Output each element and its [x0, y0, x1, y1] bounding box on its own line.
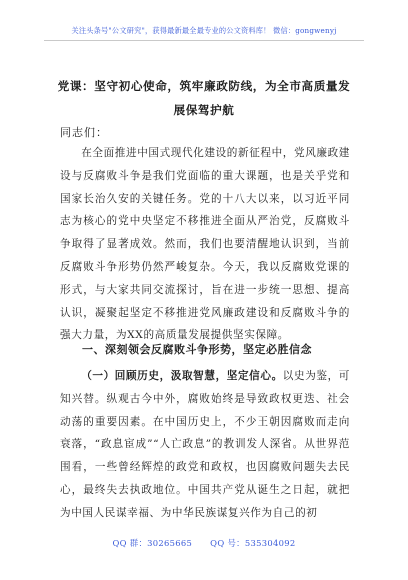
- document-title: 党课：坚守初心使命，筑牢廉政防线，为全市高质量发展保驾护航: [57, 79, 351, 117]
- salutation: 同志们：: [60, 126, 108, 139]
- header-promo-note: 关注头条号"公文研究"，获得最新最全最专业的公文资料库！ 微信：gongwenyj: [71, 26, 337, 35]
- sub-section-paragraph: [60, 365, 350, 525]
- footer-qq-number: QQ 号：535304092: [210, 538, 296, 548]
- sub-section-text: 以史为鉴，可知兴替。纵观古今中外，腐败始终是导致政权更迭、社会动荡的重要因素。在中国历史上，不少王朝因腐败而走向衰落，“政息宦成”“人亡政息”的教训发人深省。从世界范围看，一些曾经辉煌的政党和政权，也因腐败问题失去民心，最终失去执政地位。中国共产党从诞生之日起，就把为中国人民谋幸福、为中华民族谋复兴作为自己的初: [60, 370, 350, 519]
- section-heading: 一、深刻领会反腐败斗争形势，坚定必胜信念: [82, 343, 312, 356]
- sub-section-heading: （一）回顾历史，汲取智慧，坚定信心。: [81, 370, 283, 382]
- header-divider: [44, 40, 364, 41]
- footer-contact: [0, 537, 408, 549]
- footer-qq-group: QQ 群：30265665: [112, 538, 193, 548]
- intro-paragraph: 在全面推进中国式现代化建设的新征程中，党风廉政建设与反腐败斗争是我们党面临的重大课题，也是关乎党和国家长治久安的关键任务。党的十八大以来，以习近平同志为核心的党中央坚定不移推进全面从严治党，反腐败斗争取得了显著成效。然而，我们也要清醒地认识到，当前反腐败斗争形势仍然严峻复杂。今天，我以反腐败党课的形式，与大家共同交流探讨，旨在进一步统一思想、提高认识，凝聚起坚定不移推进党风廉政建设和反腐败斗争的强大力量，为XX的高质量发展提供坚实保障。: [60, 147, 350, 342]
